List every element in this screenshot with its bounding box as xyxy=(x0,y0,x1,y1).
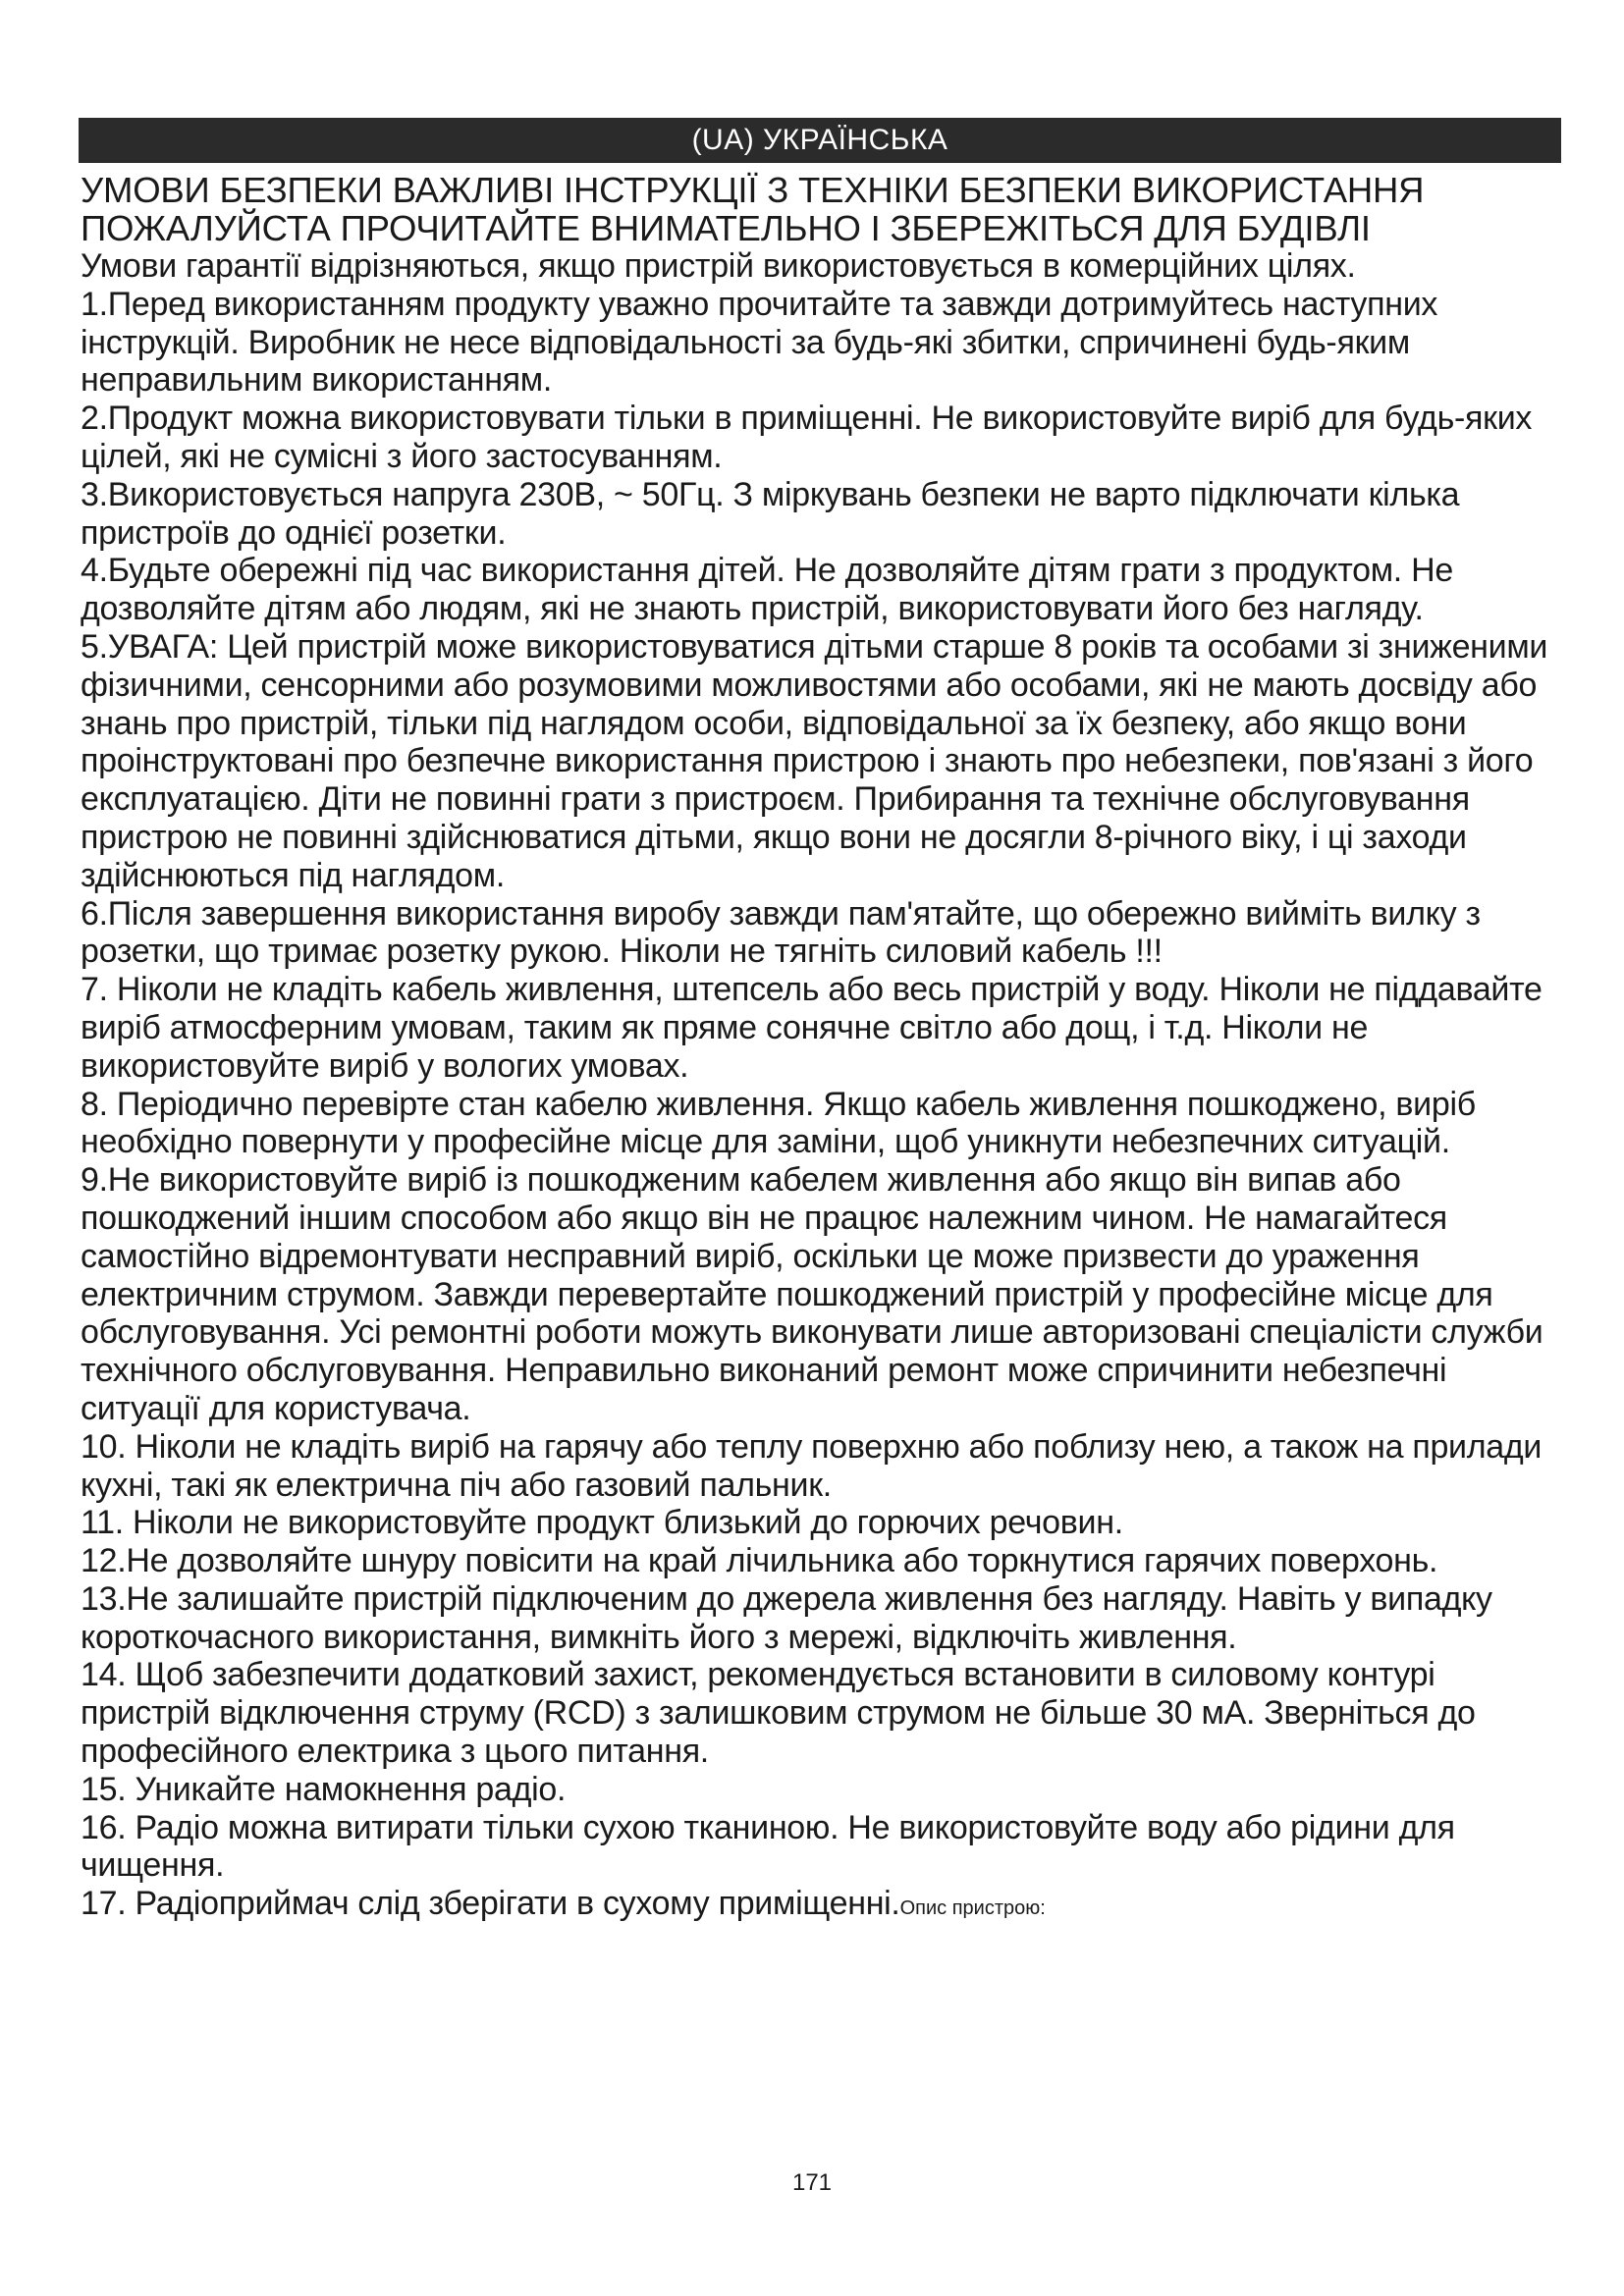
instruction-item-15: 15. Уникайте намокнення радіо. xyxy=(81,1770,567,1808)
manual-page xyxy=(79,118,1561,1928)
page-number: 171 xyxy=(791,2169,833,2196)
instruction-item-14: 14. Щоб забезпечити додатковий захист, рекомендується встановити в силовому контурі пристрій відключення струму (RCD) з залишковим струмом не більше 30 мА. Зверніться до професійного електрика з цього питання. xyxy=(81,1656,1476,1771)
instruction-item-12: 12.Не дозволяйте шнуру повісити на край лічильника або торкнутися гарячих поверхонь. xyxy=(81,1542,1438,1580)
instruction-item-5: 5.УВАГА: Цей пристрій може використовуватися дітьми старше 8 років та особами зі зниженими фізичними, сенсорними або розумовими можливостями або особами, які не мають досвіду або знань про пристрій, тільки під наглядом особи, відповідальної за їх безпеку, або якщо вони проінструктовані про безпечне використання пристрою і знають про небезпеки, пов'язані з його експлуатацією. Діти не повинні грати з пристроєм. Прибирання та технічне обслуговування пристрою не повинні здійснюватися дітьми, якщо вони не досягли 8-річного віку, і ці заходи здійснюються під наглядом. xyxy=(81,627,1548,894)
warranty-note: Умови гарантії відрізняються, якщо пристрій використовується в комерційних цілях. xyxy=(81,247,1356,285)
instruction-item-8: 8. Періодично перевірте стан кабелю живлення. Якщо кабель живлення пошкоджено, виріб необхідно повернути у професійне місце для заміни, щоб уникнути небезпечних ситуацій. xyxy=(81,1085,1476,1161)
instruction-item-2: 2.Продукт можна використовувати тільки в приміщенні. Не використовуйте виріб для будь-яких цілей, які не сумісні з його застосуванням. xyxy=(81,400,1533,475)
instruction-item-13: 13.Не залишайте пристрій підключеним до джерела живлення без нагляду. Навіть у випадку короткочасного використання, вимкніть його з мережі, відключіть живлення. xyxy=(81,1579,1492,1656)
instruction-item-6: 6.Після завершення використання виробу завжди пам'ятайте, що обережно вийміть вилку з розетки, що тримає розетку рукою. Ніколи не тягніть силовий кабель !!! xyxy=(81,894,1481,971)
title-line-2: ПОЖАЛУЙСТА ПРОЧИТАЙТЕ ВНИМАТЕЛЬНО І ЗБЕРЕЖІТЬСЯ ДЛЯ БУДІВЛІ xyxy=(81,208,1371,248)
instruction-item-1: 1.Перед використанням продукту уважно прочитайте та завжди дотримуйтесь наступних інструкцій. Виробник не несе відповідальності за будь-які збитки, спричинені будь-яким неправильним використанням. xyxy=(81,285,1438,400)
language-banner: (UA) УКРАЇНСЬКА xyxy=(79,118,1561,163)
instruction-item-11: 11. Ніколи не використовуйте продукт близький до горючих речовин. xyxy=(81,1504,1123,1542)
instruction-item-9: 9.Не використовуйте виріб із пошкодженим кабелем живлення або якщо він випав або пошкоджений іншим способом або якщо він не працює належним чином. Не намагайтеся самостійно відремонтувати несправний виріб, оскільки це може призвести до ураження електричним струмом. Завжди перевертайте пошкоджений пристрій у професійне місце для обслуговування. Усі ремонтні роботи можуть виконувати лише авторизовані спеціалісти служби технічного обслуговування. Неправильно виконаний ремонт може спричинити небезпечні ситуації для користувача. xyxy=(81,1161,1543,1427)
instruction-item-7: 7. Ніколи не кладіть кабель живлення, штепсель або весь пристрій у воду. Ніколи не піддавайте виріб атмосферним умовам, таким як пряме сонячне світло або дощ, і т.д. Ніколи не використовуйте виріб у вологих умовах. xyxy=(81,971,1543,1085)
safety-content xyxy=(79,171,1561,1928)
instruction-item-17-text: 17. Радіоприймач слід зберігати в сухому приміщенні. xyxy=(81,1885,900,1923)
instruction-item-3: 3.Використовується напруга 230В, ~ 50Гц. З міркувань безпеки не варто підключати кілька пристроїв до однієї розетки. xyxy=(81,475,1460,552)
instruction-item-16: 16. Радіо можна витирати тільки сухою тканиною. Не використовуйте воду або рідини для чищення. xyxy=(81,1808,1455,1885)
title-line-1: УМОВИ БЕЗПЕКИ ВАЖЛИВІ ІНСТРУКЦІЇ З ТЕХНІКИ БЕЗПЕКИ ВИКОРИСТАННЯ xyxy=(81,170,1425,210)
instruction-item-10: 10. Ніколи не кладіть виріб на гарячу або теплу поверхню або поблизу нею, а також на прилади кухні, такі як електрична піч або газовий пальник. xyxy=(81,1427,1543,1504)
instruction-item-17 xyxy=(81,1885,1557,1928)
instruction-item-4: 4.Будьте обережні під час використання дітей. Не дозволяйте дітям грати з продуктом. Не дозволяйте дітям або людям, які не знають пристрій, використовувати його без нагляду. xyxy=(81,552,1453,628)
device-description-label: Опис пристрою: xyxy=(899,1897,1046,1920)
instructions-body xyxy=(81,247,1557,1928)
